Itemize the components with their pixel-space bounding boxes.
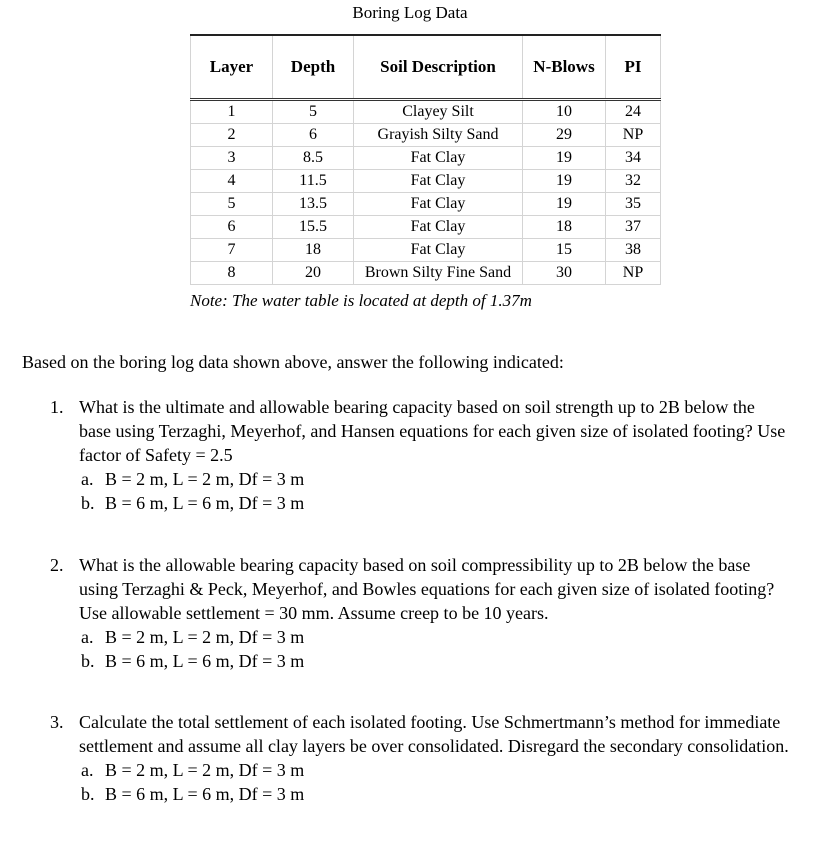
question-2 bbox=[50, 553, 790, 673]
table-cell: Fat Clay bbox=[354, 216, 523, 239]
table-cell: Fat Clay bbox=[354, 239, 523, 262]
table-cell: 35 bbox=[606, 193, 661, 216]
question-text: What is the ultimate and allowable bearing capacity based on soil strength up to 2B below the base using Terzaghi, Meyerhof, and Hansen equations for each given size of isolated footing? Use factor of Safety = 2.5 bbox=[79, 397, 786, 465]
table-cell: 18 bbox=[273, 239, 354, 262]
sub-text: B = 6 m, L = 6 m, Df = 3 m bbox=[105, 784, 305, 804]
table-cell: Grayish Silty Sand bbox=[354, 124, 523, 147]
table-cell: 38 bbox=[606, 239, 661, 262]
table-cell: 34 bbox=[606, 147, 661, 170]
table-cell: 13.5 bbox=[273, 193, 354, 216]
sub-label: b. bbox=[81, 784, 95, 804]
sub-label: b. bbox=[81, 651, 95, 671]
table-row bbox=[191, 124, 661, 147]
table-cell: 7 bbox=[191, 239, 273, 262]
table-cell: 11.5 bbox=[273, 170, 354, 193]
table-cell: Fat Clay bbox=[354, 170, 523, 193]
table-cell: 19 bbox=[523, 147, 606, 170]
question-text: What is the allowable bearing capacity based on soil compressibility up to 2B below the base using Terzaghi & Peck, Meyerhof, and Bowles equations for each given size of isolated footing? Use allowable settlement = 30 mm. Assume creep to be 10 years. bbox=[79, 555, 775, 623]
table-cell: 37 bbox=[606, 216, 661, 239]
table-cell: 15.5 bbox=[273, 216, 354, 239]
table-row bbox=[191, 216, 661, 239]
sub-label: a. bbox=[81, 469, 94, 489]
sub-item bbox=[81, 625, 790, 649]
table-cell: 6 bbox=[191, 216, 273, 239]
sub-item bbox=[81, 782, 790, 806]
boring-log-table bbox=[190, 34, 661, 285]
sub-text: B = 2 m, L = 2 m, Df = 3 m bbox=[105, 760, 305, 780]
sub-item bbox=[81, 649, 790, 673]
table-cell: 15 bbox=[523, 239, 606, 262]
sub-label: b. bbox=[81, 493, 95, 513]
table-cell: 1 bbox=[191, 100, 273, 124]
question-text: Calculate the total settlement of each isolated footing. Use Schmertmann’s method for immediate settlement and assume all clay layers be over consolidated. Disregard the secondary consolidation. bbox=[79, 712, 789, 756]
sub-text: B = 6 m, L = 6 m, Df = 3 m bbox=[105, 651, 305, 671]
table-cell: 10 bbox=[523, 100, 606, 124]
table-cell: 32 bbox=[606, 170, 661, 193]
table-row bbox=[191, 193, 661, 216]
table-cell: 4 bbox=[191, 170, 273, 193]
table-cell: 24 bbox=[606, 100, 661, 124]
table-cell: 19 bbox=[523, 170, 606, 193]
water-table-note: Note: The water table is located at depth of 1.37m bbox=[190, 291, 532, 310]
question-1 bbox=[50, 395, 790, 515]
column-header: N-Blows bbox=[523, 35, 606, 100]
table-cell: Fat Clay bbox=[354, 147, 523, 170]
sub-item bbox=[81, 758, 790, 782]
question-3 bbox=[50, 710, 790, 806]
table-cell: 6 bbox=[273, 124, 354, 147]
table-cell: 5 bbox=[273, 100, 354, 124]
table-row bbox=[191, 262, 661, 285]
table-cell: 29 bbox=[523, 124, 606, 147]
table-row bbox=[191, 239, 661, 262]
table-cell: Clayey Silt bbox=[354, 100, 523, 124]
column-header: Layer bbox=[191, 35, 273, 100]
sub-label: a. bbox=[81, 760, 94, 780]
table-cell: 18 bbox=[523, 216, 606, 239]
table-row bbox=[191, 170, 661, 193]
table-cell: 8 bbox=[191, 262, 273, 285]
table-cell: 5 bbox=[191, 193, 273, 216]
question-number: 2. bbox=[50, 555, 64, 575]
table-cell: 2 bbox=[191, 124, 273, 147]
column-header: Soil Description bbox=[354, 35, 523, 100]
table-cell: 30 bbox=[523, 262, 606, 285]
instructions: Based on the boring log data shown above, answer the following indicated: bbox=[22, 352, 564, 372]
sub-label: a. bbox=[81, 627, 94, 647]
table-row bbox=[191, 147, 661, 170]
table-cell: Fat Clay bbox=[354, 193, 523, 216]
sub-item bbox=[81, 467, 790, 491]
column-header: PI bbox=[606, 35, 661, 100]
table-cell: Brown Silty Fine Sand bbox=[354, 262, 523, 285]
column-header: Depth bbox=[273, 35, 354, 100]
sub-text: B = 2 m, L = 2 m, Df = 3 m bbox=[105, 627, 305, 647]
sub-text: B = 6 m, L = 6 m, Df = 3 m bbox=[105, 493, 305, 513]
question-number: 3. bbox=[50, 712, 64, 732]
table-cell: NP bbox=[606, 262, 661, 285]
table-cell: 8.5 bbox=[273, 147, 354, 170]
table-cell: 19 bbox=[523, 193, 606, 216]
table-cell: 20 bbox=[273, 262, 354, 285]
table-cell: NP bbox=[606, 124, 661, 147]
question-number: 1. bbox=[50, 397, 64, 417]
table-header-row bbox=[191, 35, 661, 100]
table-row bbox=[191, 100, 661, 124]
table-cell: 3 bbox=[191, 147, 273, 170]
sub-text: B = 2 m, L = 2 m, Df = 3 m bbox=[105, 469, 305, 489]
sub-item bbox=[81, 491, 790, 515]
table-title: Boring Log Data bbox=[352, 3, 468, 22]
